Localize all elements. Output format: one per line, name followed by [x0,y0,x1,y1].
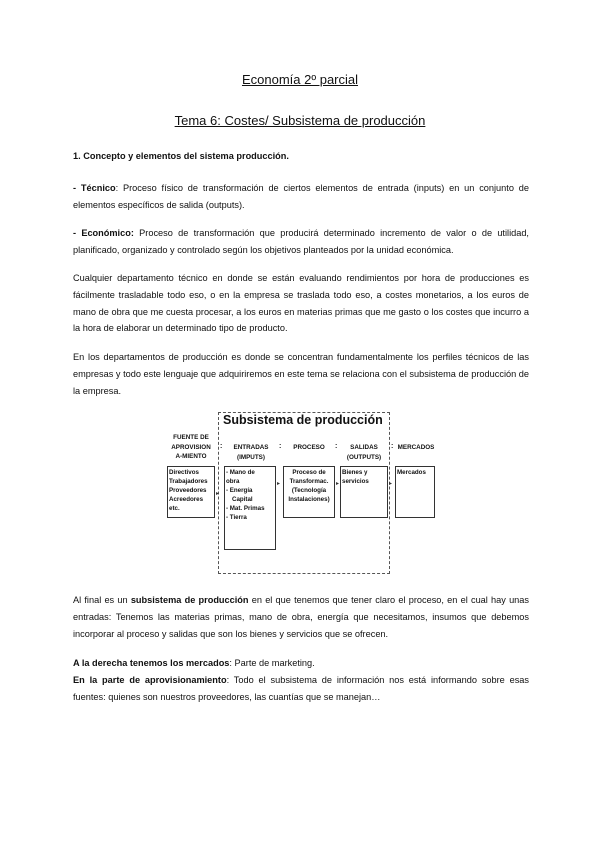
head-line: (IMPUTS) [237,453,265,461]
cell-item: servicios [342,478,369,485]
arrow-icon: ▸ [336,481,340,487]
cell-proceso [283,466,335,518]
head-line: SALIDAS [350,444,378,451]
cell-item: (Tecnología [291,487,327,494]
paragraph-mercados-post: : Parte de marketing. [229,658,315,668]
tecnico-text: : Proceso físico de transformación de ciertos elementos de entrada (inputs) en un conjunto de elementos específicos de salida (outputs). [73,183,529,210]
cell-item: - Mat. Primas [226,505,265,512]
paragraph-mercados [73,655,529,672]
cell-mercados [395,466,435,518]
head-line: (OUTPUTS) [346,453,382,461]
cell-item: etc. [169,505,180,512]
paragraph-subsistema-pre: Al final es un [73,595,131,605]
cell-item: obra [226,478,240,485]
separator: : [391,443,394,450]
paragraph-aprovisionamiento [73,672,529,706]
paragraph-mercados-bold: A la derecha tenemos los mercados [73,658,230,668]
tecnico-label: - Técnico [73,183,116,193]
cell-item: - Tierra [226,514,247,521]
column-head-entradas [225,443,277,462]
cell-item: Mercados [397,469,426,476]
head-line: MERCADOS [397,444,435,451]
cell-item: Proveedores [169,487,207,494]
economico-definition [73,225,529,259]
arrow-icon: ▸ [389,481,393,487]
paragraph-aprov-bold: En la parte de aprovisionamiento [73,675,227,685]
paragraph-departamentos: En los departamentos de producción es donde se concentran fundamentalmente los perfiles técnicos de las empresas y todo este lenguaje que adquiriremos en este tema se relaciona con el subsistema de producción de la empresa. [73,352,529,396]
head-line: FUENTE DE [173,434,209,441]
paragraph-aprov-post: : Todo el subsistema de información nos está informando sobre esas fuentes: quienes son nuestros proveedores, las cuantías que se manejan… [73,675,529,702]
head-line: ENTRADAS [233,444,269,451]
head-line: APROVISION [171,443,211,451]
column-head-mercados [395,443,437,453]
cell-item: Proceso de [292,469,326,476]
subsistema-diagram [165,410,435,575]
head-line: PROCESO [293,444,325,451]
document-subtitle: Tema 6: Costes/ Subsistema de producción [174,113,426,128]
cell-item: Acreedores [169,496,204,503]
cell-entradas [224,466,276,550]
section-heading: 1. Concepto y elementos del sistema producción. [73,151,289,161]
cell-fuente [167,466,215,518]
cell-item: Instalaciones) [288,496,330,503]
paragraph-subsistema-bold: subsistema de producción [130,595,249,605]
paragraph-costes: Cualquier departamento técnico en donde se están evaluando rendimientos por hora de producciones es fácilmente trasladable todo eso, o en la empresa se traslada todo eso, a costes monetarios, a los euros de mano de obra que me cuesta procesar, a los euros en materias primas que me gasto o los costes que incurro a la hora de elaborar un determinado tipo de producto. [73,273,529,334]
paragraph-subsistema-post: en el que tenemos que tener claro el proceso, en el cual hay unas entradas: Tenemos las materias primas, mano de obra, energía que necesitamos, insumos que debemos incorporar al proceso y salidas que son los bienes y servicios que se ofrecen. [73,595,529,639]
arrow-icon: ▸ [216,491,220,497]
cell-item: Bienes y [342,469,368,476]
column-head-proceso [283,443,338,453]
separator: : [335,443,338,450]
document-title: Economía 2º parcial [241,72,359,87]
economico-label: - Económico: [73,228,134,238]
column-head-fuente [167,433,215,462]
head-line: A-MIENTO [175,453,207,460]
economico-text: Proceso de transformación que producirá determinado incremento de valor o de utilidad, planificado, organizado y controlado según los objetivos planteados por la unidad económica. [73,228,529,255]
cell-item: - Mano de [226,469,255,476]
tecnico-definition [73,180,529,214]
cell-item: - Energía [226,487,253,494]
separator: : [220,443,223,450]
cell-item: Capital [232,496,253,503]
cell-item: Trabajadores [169,478,208,485]
diagram-title: Subsistema de producción [223,413,383,427]
separator: : [279,443,282,450]
cell-item: Transformac. [289,478,329,485]
column-head-salidas [339,443,389,462]
cell-item: Directivos [169,469,199,476]
arrow-icon: ▸ [277,481,281,487]
paragraph-subsistema [73,592,529,642]
cell-salidas [340,466,388,518]
